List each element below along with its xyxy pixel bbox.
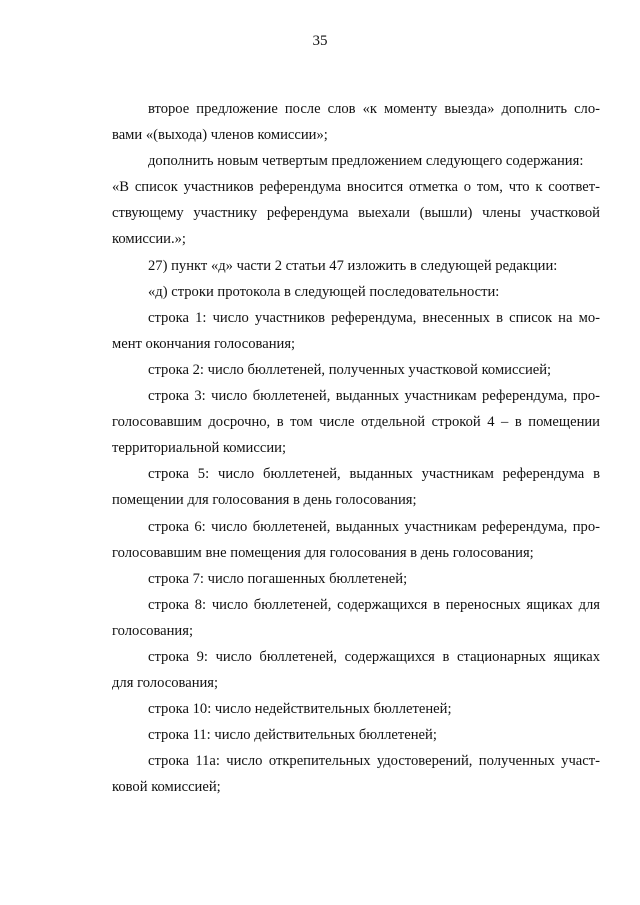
- paragraph-line: строка 11а: число открепительных удостоверений, полученных участ-: [148, 753, 600, 770]
- paragraph-line-5: [112, 461, 600, 513]
- paragraph-line: голосовавшим вне помещения для голосования в день голосования;: [112, 544, 534, 561]
- paragraph-line-7: [112, 566, 600, 592]
- paragraph-line-11a: [112, 748, 600, 800]
- paragraph-line: строка 1: число участников референдума, внесенных в список на мо-: [148, 309, 600, 326]
- paragraph-quoted-sentence: [112, 174, 600, 252]
- paragraph-line: помещении для голосования в день голосования;: [112, 492, 417, 509]
- paragraph-line-11: [112, 722, 600, 748]
- paragraph-line: строка 6: число бюллетеней, выданных участникам референдума, про-: [148, 518, 600, 535]
- paragraph-line: строка 10: число недействительных бюллетеней;: [148, 701, 452, 718]
- paragraph-line: «д) строки протокола в следующей последовательности:: [148, 283, 500, 300]
- paragraph-line: голосования;: [112, 622, 194, 639]
- paragraph-line: строка 5: число бюллетеней, выданных участникам референдума в: [148, 466, 600, 483]
- page-number: 35: [312, 33, 328, 49]
- paragraph-line: строка 2: число бюллетеней, полученных участковой комиссией;: [148, 361, 552, 378]
- paragraph-line: строка 11: число действительных бюллетеней;: [148, 727, 437, 744]
- paragraph-line: дополнить новым четвертым предложением следующего содержания:: [148, 153, 584, 170]
- paragraph-line: второе предложение после слов «к моменту выезда» дополнить сло-: [148, 101, 600, 117]
- paragraph-line: ствующему участнику референдума выехали (вышли) члены участковой: [112, 205, 600, 222]
- paragraph-line: голосовавшим досрочно, в том числе отдельной строкой 4 – в помещении: [112, 414, 600, 431]
- paragraph-line: вами «(выхода) членов комиссии»;: [112, 127, 328, 144]
- paragraph-line: строка 9: число бюллетеней, содержащихся в стационарных ящиках: [148, 648, 600, 665]
- paragraph-line-10: [112, 696, 600, 722]
- paragraph-line: комиссии.»;: [112, 231, 186, 248]
- paragraph-amend-second-sentence: [112, 96, 600, 148]
- paragraph-line: для голосования;: [112, 675, 219, 692]
- paragraph-line: строка 7: число погашенных бюллетеней;: [148, 570, 408, 587]
- paragraph-line-9: [112, 644, 600, 696]
- paragraph-line-8: [112, 592, 600, 644]
- paragraph-line: строка 8: число бюллетеней, содержащихся в переносных ящиках для: [148, 596, 600, 613]
- paragraph-item-27: [112, 253, 600, 279]
- paragraph-line-3: [112, 383, 600, 461]
- document-body: [112, 96, 600, 801]
- paragraph-line: 27) пункт «д» части 2 статьи 47 изложить в следующей редакции:: [148, 257, 558, 274]
- paragraph-line: строка 3: число бюллетеней, выданных участникам референдума, про-: [148, 388, 600, 405]
- paragraph-line-2: [112, 357, 600, 383]
- paragraph-line: «В список участников референдума вносится отметка о том, что к соответ-: [112, 179, 600, 196]
- paragraph-add-fourth-sentence: [112, 148, 600, 174]
- paragraph-line-6: [112, 514, 600, 566]
- paragraph-line-1: [112, 305, 600, 357]
- paragraph-line: ковой комиссией;: [112, 779, 221, 796]
- paragraph-line: территориальной комиссии;: [112, 440, 286, 457]
- paragraph-subitem-d: [112, 279, 600, 305]
- paragraph-line: мент окончания голосования;: [112, 335, 296, 352]
